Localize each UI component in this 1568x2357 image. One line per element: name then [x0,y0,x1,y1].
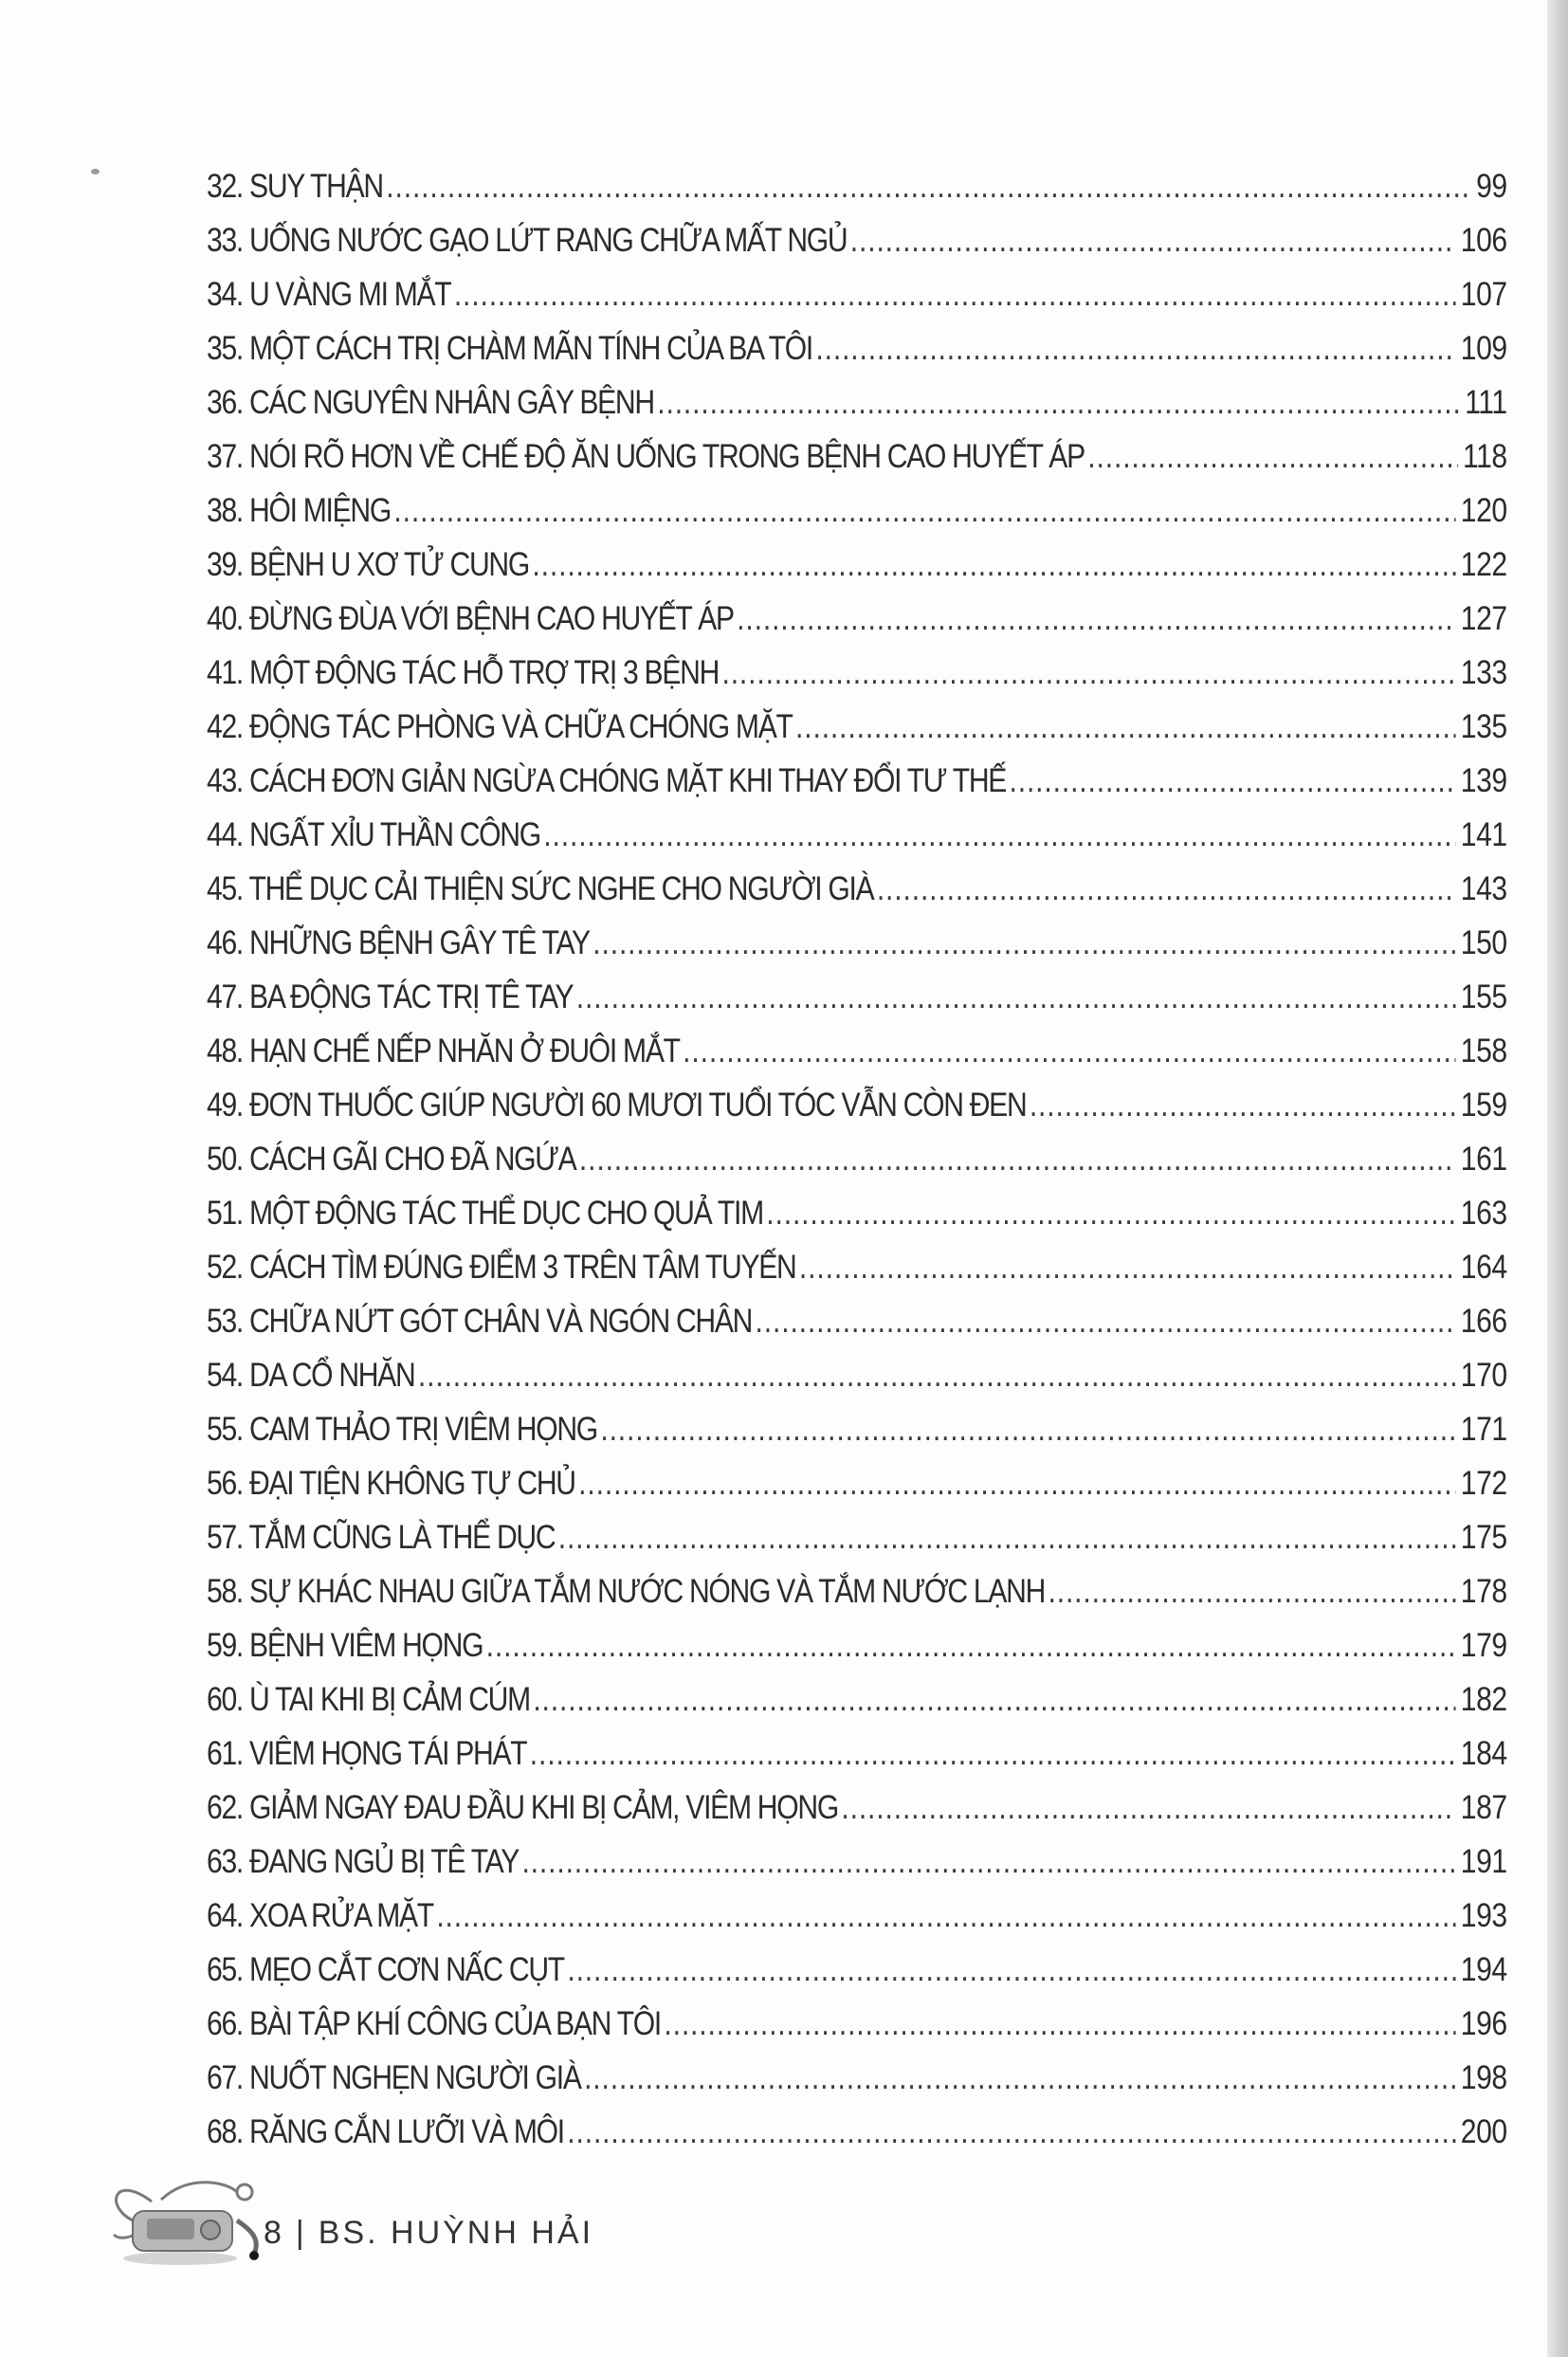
toc-entry-title: 64. XOA RỬA MẶT [207,1897,433,1934]
toc-dot-leader [486,1618,1456,1672]
toc-entry-title: 68. RĂNG CẮN LƯỠI VÀ MÔI [207,2113,564,2150]
page-number: 8 [264,2215,284,2251]
toc-dot-leader [393,484,1455,538]
toc-entry-page: 111 [1465,384,1507,421]
toc-entry [207,2051,1507,2105]
toc-dot-leader [815,321,1455,375]
toc-entry [207,1456,1507,1510]
toc-entry-page: 118 [1462,438,1507,475]
toc-entry-page: 172 [1460,1465,1507,1502]
toc-entry-title: 54. DA CỔ NHĂN [207,1357,415,1394]
toc-entry [207,916,1507,970]
toc-entry-page: 191 [1460,1843,1507,1880]
toc-entry [207,700,1507,754]
toc-entry-page: 99 [1476,168,1507,205]
toc-entry-page: 193 [1460,1897,1507,1934]
toc-dot-leader [533,1672,1455,1727]
footer-separator: | [295,2215,307,2251]
toc-dot-leader [454,267,1456,321]
toc-dot-leader [766,1186,1455,1240]
toc-entry [207,429,1507,484]
toc-entry-title: 55. CAM THẢO TRỊ VIÊM HỌNG [207,1411,597,1448]
toc-entry-title: 39. BỆNH U XƠ TỬ CUNG [207,546,529,583]
toc-entry-page: 155 [1460,978,1507,1015]
toc-entry-page: 164 [1460,1249,1507,1286]
toc-entry [207,1727,1507,1781]
toc-entry-title: 38. HÔI MIỆNG [207,492,391,529]
toc-entry-title: 66. BÀI TẬP KHÍ CÔNG CỦA BẠN TÔI [207,2005,661,2042]
toc-entry-title: 43. CÁCH ĐƠN GIẢN NGỪA CHÓNG MẶT KHI THAY ĐỔI TƯ THẾ [207,762,1007,799]
toc-dot-leader [530,1727,1456,1781]
toc-entry-title: 65. MẸO CẮT CƠN NẤC CỤT [207,1951,564,1988]
toc-entry-page: 135 [1460,708,1507,745]
toc-entry [207,862,1507,916]
toc-entry [207,808,1507,862]
toc-entry-title: 62. GIẢM NGAY ĐAU ĐẦU KHI BỊ CẢM, VIÊM HỌNG [207,1789,838,1826]
toc-entry [207,1943,1507,1997]
toc-entry-title: 41. MỘT ĐỘNG TÁC HỖ TRỢ TRỊ 3 BỆNH [207,654,720,691]
toc-entry [207,1564,1507,1618]
toc-entry-title: 49. ĐƠN THUỐC GIÚP NGƯỜI 60 MƯƠI TUỔI TÓC VẪN CÒN ĐEN [207,1087,1027,1124]
paper-speck [91,169,100,174]
footer-text [264,2215,593,2252]
toc-entry [207,484,1507,538]
toc-entry-title: 34. U VÀNG MI MẮT [207,276,451,313]
toc-entry [207,1402,1507,1456]
toc-dot-leader [567,1943,1455,1997]
toc-entry-page: 107 [1460,276,1507,313]
toc-entry-title: 40. ĐỪNG ĐÙA VỚI BỆNH CAO HUYẾT ÁP [207,600,734,637]
toc-entry [207,159,1507,213]
toc-entry-page: 198 [1460,2059,1507,2096]
toc-entry-page: 178 [1460,1573,1507,1610]
toc-dot-leader [799,1240,1456,1294]
toc-entry [207,538,1507,592]
toc-entry-page: 200 [1460,2113,1507,2150]
toc-dot-leader [578,1456,1455,1510]
toc-entry-title: 56. ĐẠI TIỆN KHÔNG TỰ CHỦ [207,1465,575,1502]
toc-dot-leader [532,538,1455,592]
toc-entry-page: 127 [1460,600,1507,637]
toc-entry [207,970,1507,1024]
table-of-contents [207,159,1507,2159]
toc-dot-leader [558,1510,1456,1564]
toc-entry-page: 196 [1460,2005,1507,2042]
page-edge-shadow [1547,0,1568,2357]
toc-dot-leader [600,1402,1455,1456]
toc-entry-page: 106 [1460,222,1507,259]
toc-entry-title: 63. ĐANG NGỦ BỊ TÊ TAY [207,1843,520,1880]
toc-entry-page: 170 [1460,1357,1507,1394]
toc-entry [207,754,1507,808]
toc-entry-title: 35. MỘT CÁCH TRỊ CHÀM MÃN TÍNH CỦA BA TÔI [207,330,812,367]
toc-entry-title: 51. MỘT ĐỘNG TÁC THỂ DỤC CHO QUẢ TIM [207,1195,763,1232]
toc-entry [207,1835,1507,1889]
toc-dot-leader [579,1132,1456,1186]
toc-entry-page: 120 [1460,492,1507,529]
toc-entry-title: 60. Ù TAI KHI BỊ CẢM CÚM [207,1681,530,1718]
toc-dot-leader [521,1835,1455,1889]
toc-entry [207,1510,1507,1564]
toc-entry-page: 171 [1460,1411,1507,1448]
toc-entry [207,646,1507,700]
blood-pressure-monitor-icon [95,2164,265,2268]
toc-entry-title: 48. HẠN CHẾ NẾP NHĂN Ở ĐUÔI MẮT [207,1032,680,1069]
toc-entry-page: 139 [1460,762,1507,799]
toc-dot-leader [1087,429,1458,484]
toc-entry-page: 175 [1460,1519,1507,1556]
toc-dot-leader [657,375,1460,429]
toc-dot-leader [543,808,1455,862]
toc-entry [207,1240,1507,1294]
toc-dot-leader [683,1024,1455,1078]
toc-entry [207,267,1507,321]
toc-entry [207,1618,1507,1672]
toc-dot-leader [576,970,1456,1024]
toc-entry-page: 150 [1460,924,1507,961]
toc-entry [207,1132,1507,1186]
toc-entry [207,1672,1507,1727]
toc-entry-page: 166 [1460,1303,1507,1340]
toc-entry-page: 109 [1460,330,1507,367]
toc-entry-title: 53. CHỮA NỨT GÓT CHÂN VÀ NGÓN CHÂN [207,1303,753,1340]
toc-entry-page: 141 [1460,816,1507,853]
toc-dot-leader [1030,1078,1456,1132]
toc-dot-leader [795,700,1456,754]
toc-entry-title: 36. CÁC NGUYÊN NHÂN GÂY BỆNH [207,384,654,421]
toc-entry-page: 159 [1460,1087,1507,1124]
toc-entry-title: 45. THỂ DỤC CẢI THIỆN SỨC NGHE CHO NGƯỜI GIÀ [207,870,874,907]
toc-dot-leader [841,1781,1455,1835]
toc-entry-title: 67. NUỐT NGHẸN NGƯỜI GIÀ [207,2059,581,2096]
toc-entry-title: 50. CÁCH GÃI CHO ĐÃ NGỨA [207,1141,576,1178]
toc-entry-page: 187 [1460,1789,1507,1826]
toc-entry-title: 61. VIÊM HỌNG TÁI PHÁT [207,1735,527,1772]
toc-entry-title: 33. UỐNG NƯỚC GẠO LỨT RANG CHỮA MẤT NGỦ [207,222,848,259]
toc-dot-leader [567,2105,1455,2159]
toc-entry-title: 47. BA ĐỘNG TÁC TRỊ TÊ TAY [207,978,574,1015]
toc-entry-title: 44. NGẤT XỈU THẦN CÔNG [207,816,540,853]
toc-entry [207,1186,1507,1240]
toc-dot-leader [1010,754,1456,808]
toc-entry [207,213,1507,267]
toc-entry [207,1997,1507,2051]
toc-entry-title: 42. ĐỘNG TÁC PHÒNG VÀ CHỮA CHÓNG MẶT [207,708,793,745]
toc-entry [207,1781,1507,1835]
toc-entry [207,321,1507,375]
author-name: BS. HUỲNH HẢI [318,2215,594,2251]
toc-dot-leader [664,1997,1455,2051]
toc-entry-title: 57. TẮM CŨNG LÀ THỂ DỤC [207,1519,556,1556]
toc-entry-title: 46. NHỮNG BỆNH GÂY TÊ TAY [207,924,590,961]
toc-entry-title: 32. SUY THẬN [207,168,383,205]
toc-dot-leader [850,213,1456,267]
toc-entry-page: 133 [1460,654,1507,691]
toc-dot-leader [584,2051,1456,2105]
toc-entry-page: 163 [1460,1195,1507,1232]
toc-entry [207,1348,1507,1402]
toc-entry [207,375,1507,429]
toc-entry-page: 179 [1460,1627,1507,1664]
toc-dot-leader [721,646,1455,700]
toc-entry [207,1078,1507,1132]
toc-dot-leader [1048,1564,1456,1618]
toc-dot-leader [593,916,1455,970]
toc-entry [207,2105,1507,2159]
toc-dot-leader [418,1348,1456,1402]
toc-entry-title: 58. SỰ KHÁC NHAU GIỮA TẮM NƯỚC NÓNG VÀ TẮM NƯỚC LẠNH [207,1573,1046,1610]
toc-entry-page: 122 [1460,546,1507,583]
page-footer [95,2164,758,2277]
toc-entry [207,1024,1507,1078]
toc-entry-page: 143 [1460,870,1507,907]
toc-dot-leader [756,1294,1456,1348]
toc-entry-page: 161 [1460,1141,1507,1178]
toc-entry-page: 194 [1460,1951,1507,1988]
toc-entry-page: 182 [1460,1681,1507,1718]
toc-dot-leader [737,592,1455,646]
toc-dot-leader [386,159,1471,213]
toc-entry [207,592,1507,646]
toc-entry-title: 37. NÓI RÕ HƠN VỀ CHẾ ĐỘ ĂN UỐNG TRONG BỆNH CAO HUYẾT ÁP [207,438,1085,475]
toc-entry [207,1889,1507,1943]
toc-dot-leader [877,862,1456,916]
toc-entry [207,1294,1507,1348]
toc-dot-leader [436,1889,1455,1943]
toc-entry-page: 184 [1460,1735,1507,1772]
toc-entry-title: 59. BỆNH VIÊM HỌNG [207,1627,483,1664]
toc-entry-page: 158 [1460,1032,1507,1069]
toc-entry-title: 52. CÁCH TÌM ĐÚNG ĐIỂM 3 TRÊN TÂM TUYẾN [207,1249,796,1286]
